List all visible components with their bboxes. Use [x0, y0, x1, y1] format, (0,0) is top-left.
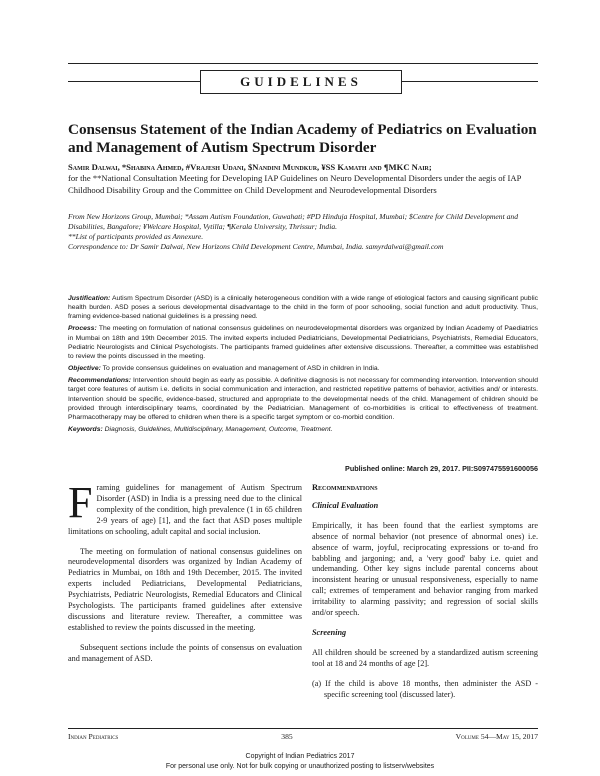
page-footer [68, 732, 538, 741]
author-group-line: for the **National Consultation Meeting for Developing IAP Guidelines on Neuro Developmental Disorders under the aegis of IAP Childhood Disability Group and the Committee on Child Development and Neurodevelopmental Disorders [68, 173, 522, 195]
participants-note: **List of participants provided as Annexure. [68, 232, 204, 241]
banner-rule-left [68, 81, 200, 82]
abstract [68, 294, 538, 437]
abstract-justification [68, 294, 538, 321]
abstract-recommendations [68, 376, 538, 422]
meeting-paragraph: The meeting on formulation of national consensus guidelines on neurodevelopmental disorders was organized by Indian Academy of Pediatrics in Mumbai, on 18th and 19th December, 2015. The invited experts included Pediatricians, Developmental Pediatricians, Psychiatrists, Pediatric Neurologists, Remedial Educators and Clinical Psychologists. The participants framed guidelines after extensive discussions and literature review. Thereafter, a committee was established to review the points discussed in the meeting. [68, 546, 302, 632]
affiliation-list: From New Horizons Group, Mumbai; *Assam Autism Foundation, Guwahati; #PD Hinduja Hospital, Mumbai; $Centre for Child Development and Disabilities, Bangalore; ¥Welcare Hospital, Vytilla; ¶Kerala University, Thrissur; India. [68, 212, 518, 231]
copyright-line: Copyright of Indian Pediatrics 2017 [245, 753, 355, 760]
intro-text: raming guidelines for management of Autism Spectrum Disorder (ASD) in India is a pressing need due to the clinical complexity of the condition, high prevalence (1 in 65 children 2-9 years of age) [1], and the fact that ASD poses multiple limitations on schooling, adult capital and social inclusion. [68, 483, 302, 536]
process-label: Process: [68, 325, 97, 333]
affiliations [68, 212, 538, 252]
right-column [312, 483, 538, 701]
keywords-label: Keywords: [68, 426, 103, 434]
author-names: Samir Dalwai, *Shabina Ahmed, #Vrajesh Udani, $Nandini Mundkur, ¥SS Kamath and ¶MKC Nair; [68, 162, 432, 172]
process-text: The meeting on formulation of national consensus guidelines on neurodevelopmental disorders was organized by Indian Academy of Paediatrics in Mumbai on 18th and 19th December 2015. The invited experts included Pediatricians, Developmental Pediatricians, Psychiatrists, Remedial Educators, Pediatric Neurologists and Clinical Psychologists. The participants framed guidelines after extensive discussions. Thereafter, a committee was established to review the points discussed in the meeting. [68, 325, 538, 360]
recommendations-heading: Recommendations [312, 483, 378, 492]
recommendations-label: Recommendations: [68, 377, 132, 385]
abstract-process [68, 324, 538, 361]
screening-heading: Screening [312, 627, 347, 637]
footer-rule [68, 728, 538, 729]
page-number: 385 [281, 732, 293, 741]
abstract-objective [68, 364, 538, 373]
usage-notice: For personal use only. Not for bulk copying or unauthorized posting to listserv/websites [165, 763, 435, 770]
intro-paragraph [68, 478, 302, 538]
drop-cap: F [68, 478, 93, 527]
published-online: Published online: March 29, 2017. PII:S097475591600056 [345, 464, 538, 473]
abstract-keywords [68, 425, 538, 434]
section-banner: GUIDELINES [200, 70, 402, 94]
article-title: Consensus Statement of the Indian Academy of Pediatrics on Evaluation and Management of Autism Spectrum Disorder [68, 121, 537, 156]
journal-name: Indian Pediatrics [68, 732, 119, 741]
banner-rule-top [68, 63, 538, 64]
recommendations-text: Intervention should begin as early as possible. A definitive diagnosis is not necessary for commending intervention. Intervention should target core features of autism i.e. deficits in social communication and interaction, and restricted repetitive patterns of behavior, activities and/ or interests. Intervention should be specific, evidence-based, structured and appropriate to the developmental needs of the child. Management of children should be provided through interdisciplinary teams, coordinated by the Pediatrician. Management of co-morbidities is critical to effectiveness of treatment. Pharmacotherapy may be offered to children when there is a specific target symptom or co-morbid condition. [68, 377, 538, 421]
banner-rule-right [402, 81, 538, 82]
clinical-evaluation-paragraph: Empirically, it has been found that the earliest symptoms are absence of normal behavior (not presence of abnormal ones) i.e. absence of warm, joyful, reciprocating expressions or to-and fro babbling and jargoning; and, a 'very good' baby i.e. quiet and undemanding. Other key signs include parental concerns about inconsistent hearing or unusual responsiveness, especially to name call; extremes of temperament and behavior ranging from marked irritability to alarming passivity; and regression of social skills and/or speech. [312, 520, 538, 618]
objective-label: Objective: [68, 365, 101, 373]
volume-info: Volume 54—May 15, 2017 [455, 732, 538, 741]
correspondence: Correspondence to: Dr Samir Dalwai, New Horizons Child Development Centre, Mumbai, India. samyrdalwai@gmail.com [68, 242, 444, 251]
sections-paragraph: Subsequent sections include the points of consensus on evaluation and management of ASD. [68, 642, 302, 663]
screening-item-a: (a) If the child is above 18 months, then administer the ASD - specific screening tool (discussed later). [312, 678, 538, 699]
justification-label: Justification: [68, 295, 111, 302]
author-block [68, 162, 538, 196]
justification-text: Autism Spectrum Disorder (ASD) is a clinically heterogeneous condition with a wide range of etiological factors and causing significant public health burden. ASD poses a serious developmental disadvantage to the child in the form of poor schooling, social function and adult productivity. Thus, framing evidence-based national guidelines is a pressing need. [68, 295, 538, 321]
screening-paragraph: All children should be screened by a standardized autism screening tool at 18 and 24 months of age [2]. [312, 647, 538, 668]
objective-text: To provide consensus guidelines on evaluation and management of ASD in children in India. [102, 365, 380, 373]
clinical-evaluation-heading: Clinical Evaluation [312, 500, 379, 510]
keywords-text: Diagnosis, Guidelines, Multidisciplinary, Management, Outcome, Treatment. [104, 426, 333, 434]
left-column [68, 478, 302, 665]
